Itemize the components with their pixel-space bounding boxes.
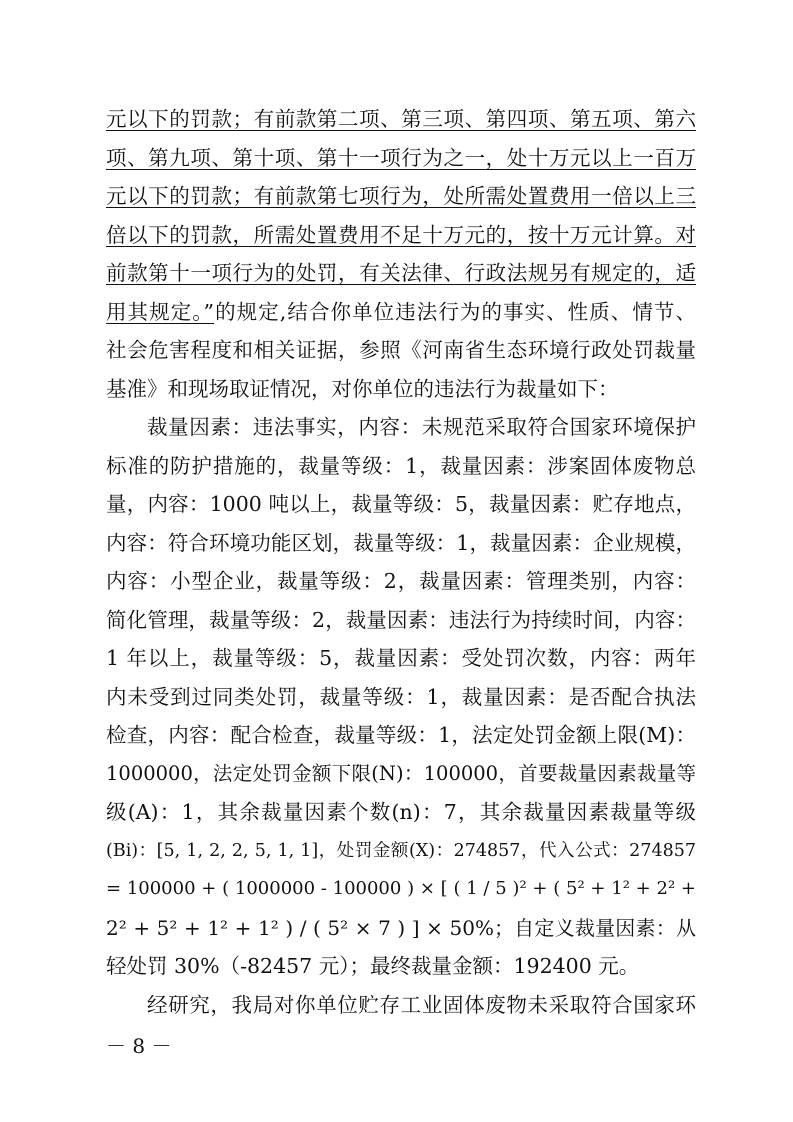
text-line-9: 裁量因素：违法事实，内容：未规范采取符合国家环境保护 (147, 415, 696, 439)
text-line-20: (Bi)：[5, 1, 2, 2, 5, 1, 1]，处罚金额(X)：274857，代入公式：274857 (106, 840, 696, 861)
text-line-2: 项、第九项、第十项、第十一项行为之一，处十万元以上一百万 (106, 145, 696, 170)
text-line-13: 内容：小型企业，裁量等级：2，裁量因素：管理类别，内容： (106, 569, 696, 593)
text-line-4: 倍以下的罚款，所需处置费用不足十万元的，按十万元计算。对 (106, 222, 696, 247)
page-number: － 8 － (106, 1034, 172, 1058)
text-line-17: 检查，内容：配合检查，裁量等级：1，法定处罚金额上限(M)： (106, 723, 696, 747)
text-line-21: = 100000 + ( 1000000 - 100000 ) × [ ( 1 / 5 )² + ( 5² + 1² + 2² + (106, 878, 696, 899)
text-line-16: 内未受到过同类处罚，裁量等级：1，裁量因素：是否配合执法 (106, 684, 696, 709)
text-line-1: 元以下的罚款；有前款第二项、第三项、第四项、第五项、第六 (106, 107, 696, 131)
text-line-15: 1 年以上，裁量等级：5，裁量因素：受处罚次数，内容：两年 (106, 646, 696, 670)
text-line-5: 前款第十一项行为的处罚，有关法律、行政法规另有规定的，适 (106, 261, 696, 285)
text-line-18: 1000000，法定处罚金额下限(N)：100000，首要裁量因素裁量等 (106, 761, 696, 785)
text-line-10: 标准的防护措施的，裁量等级：1，裁量因素：涉案固体废物总 (106, 453, 696, 478)
text-line-11: 量，内容：1000 吨以上，裁量等级：5，裁量因素：贮存地点， (106, 492, 696, 516)
text-line-7: 社会危害程度和相关证据，参照《河南省生态环境行政处罚裁量 (106, 338, 696, 362)
body-text (106, 100, 696, 1024)
text-line-19: 级(A)：1，其余裁量因素个数(n)：7，其余裁量因素裁量等级 (106, 800, 696, 824)
text-line-14: 简化管理，裁量等级：2，裁量因素：违法行为持续时间，内容： (106, 607, 696, 632)
text-line-23: 轻处罚 30%（-82457 元）；最终裁量金额：192400 元。 (106, 954, 640, 978)
text-line-22: 2² + 5² + 1² + 1² ) / ( 5² × 7 ) ] × 50%；自定义裁量因素：从 (106, 915, 696, 940)
text-line-24: 经研究，我局对你单位贮存工业固体废物未采取符合国家环 (147, 992, 696, 1017)
text-line-3: 元以下的罚款；有前款第七项行为，处所需处置费用一倍以上三 (106, 184, 696, 208)
text-line-6: 用其规定。”的规定,结合你单位违法行为的事实、性质、情节、 (106, 299, 696, 324)
text-line-12: 内容：符合环境功能区划，裁量等级：1，裁量因素：企业规模， (106, 530, 696, 555)
text-line-8: 基准》和现场取证情况，对你单位的违法行为裁量如下： (106, 376, 619, 401)
